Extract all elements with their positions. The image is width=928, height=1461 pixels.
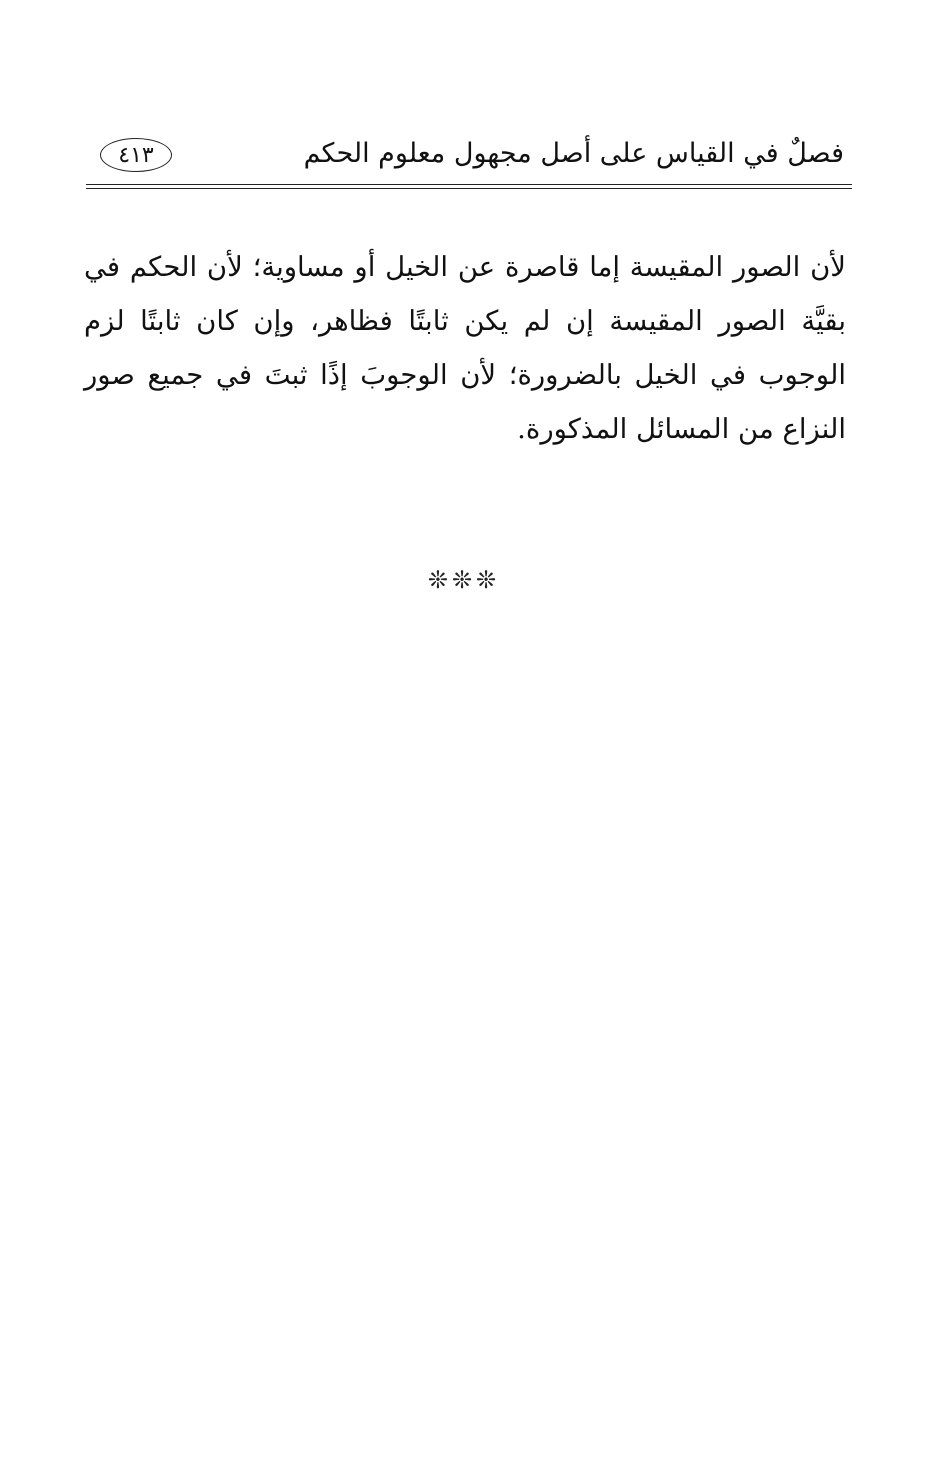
chapter-title: فصلٌ في القياس على أصل مجهول معلوم الحكم <box>303 138 844 169</box>
body-paragraph: لأن الصور المقيسة إما قاصرة عن الخيل أو مساوية؛ لأن الحكم في بقيَّة الصور المقيسة إن لم يكن ثابتًا فظاهر، وإن كان ثابتًا لزم الوجوب في الخيل بالضرورة؛ لأن الوجوبَ إذًا ثبتَ في جميع صور النزاع من المسائل المذكورة. <box>84 250 846 445</box>
section-separator-asterisks: ❊❊❊ <box>427 566 501 594</box>
header-divider <box>86 184 852 189</box>
page-number-badge: ٤١٣ <box>100 138 172 172</box>
running-header <box>86 132 846 180</box>
